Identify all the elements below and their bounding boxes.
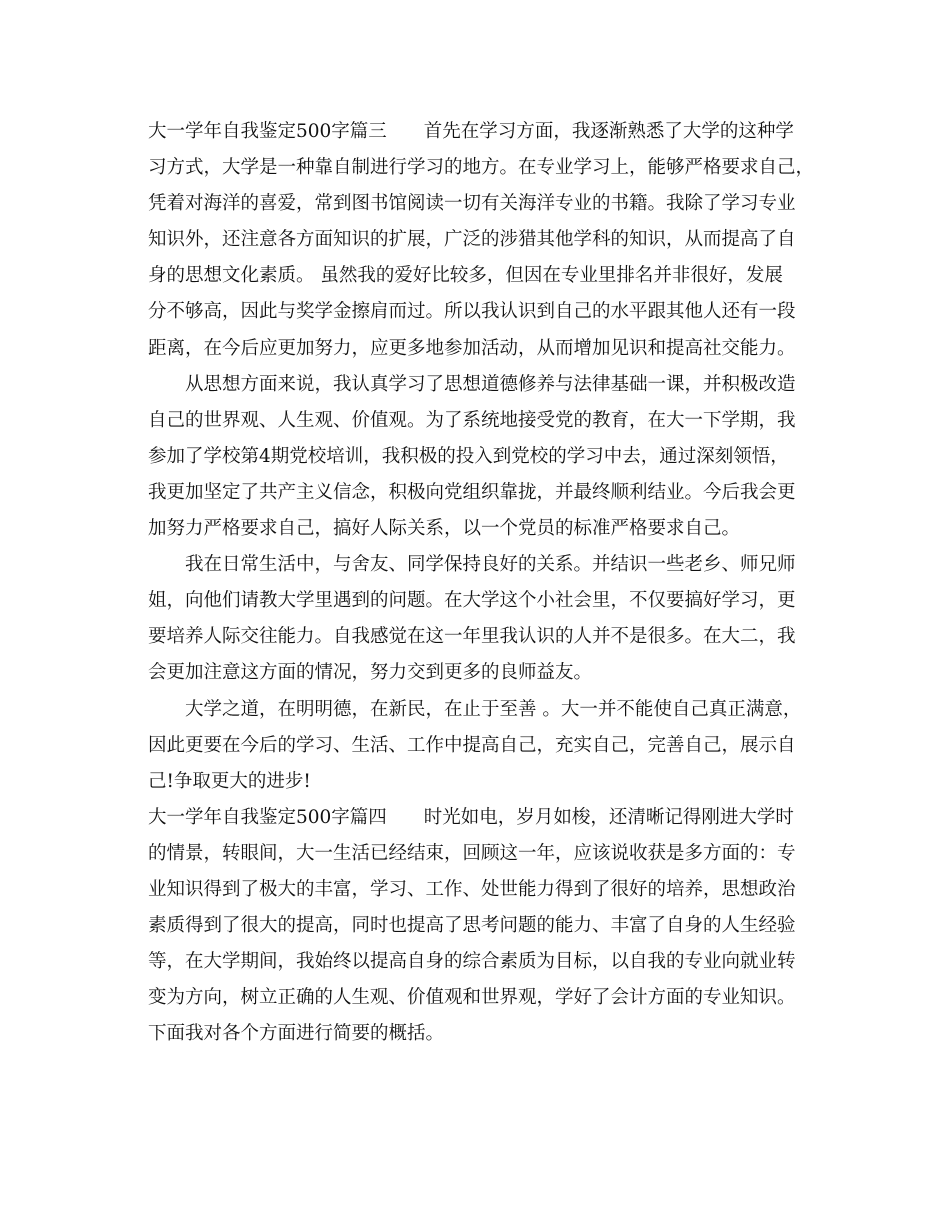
text-line: 要培养人际交往能力。自我感觉在这一年里我认识的人并不是很多。在大二，我 xyxy=(148,626,796,648)
text-line: 距离，在今后应更加努力，应更多地参加活动，从而增加见识和提高社交能力。 xyxy=(148,337,796,359)
text-line: 素质得到了很大的提高，同时也提高了思考问题的能力、丰富了自身的人生经验 xyxy=(148,915,796,937)
text-line: 会更加注意这方面的情况，努力交到更多的良师益友。 xyxy=(148,662,593,684)
text-line: 参加了学校第4期党校培训，我积极的投入到党校的学习中去，通过深刻领悟， xyxy=(148,445,789,467)
text-line: 习方式，大学是一种靠自制进行学习的地方。在专业学习上，能够严格要求自己， xyxy=(148,157,815,179)
text-line: 大一学年自我鉴定500字篇三 首先在学习方面，我逐渐熟悉了大学的这种学 xyxy=(148,121,794,142)
text-line: 的情景，转眼间，大一生活已经结束，回顾这一年，应该说收获是多方面的：专 xyxy=(148,842,796,864)
text-line: 下面我对各个方面进行简要的概括。 xyxy=(148,1023,445,1045)
text-line: 自己的世界观、人生观、价值观。为了系统地接受党的教育，在大一下学期，我 xyxy=(148,409,796,431)
text-line: 分不够高，因此与奖学金擦肩而过。所以我认识到自己的水平跟其他人还有一段 xyxy=(148,301,796,323)
text-line: 知识外，还注意各方面知识的扩展，广泛的涉猎其他学科的知识，从而提高了自 xyxy=(148,229,796,251)
text-line: 业知识得到了极大的丰富，学习、工作、处世能力得到了很好的培养，思想政治 xyxy=(148,878,796,900)
text-line: 身的思想文化素质。 虽然我的爱好比较多，但因在专业里排名并非很好，发展 xyxy=(148,265,783,287)
text-line: 等，在大学期间，我始终以提高自身的综合素质为目标，以自我的专业向就业转 xyxy=(148,951,796,973)
text-line: 因此更要在今后的学习、生活、工作中提高自己，充实自己，完善自己，展示自 xyxy=(148,734,796,756)
text-line: 大一学年自我鉴定500字篇四 时光如电，岁月如梭，还清晰记得刚进大学时 xyxy=(148,806,794,828)
text-line: 大学之道，在明明德，在新民，在止于至善 。大一并不能使自己真正满意， xyxy=(148,698,802,720)
document-body xyxy=(148,114,818,1052)
text-line: 我更加坚定了共产主义信念，积极向党组织靠拢，并最终顺利结业。今后我会更 xyxy=(148,481,796,503)
text-line: 变为方向，树立正确的人生观、价值观和世界观，学好了会计方面的专业知识。 xyxy=(148,987,796,1009)
text-line: 加努力严格要求自己，搞好人际关系，以一个党员的标准严格要求自己。 xyxy=(148,518,741,540)
text-line: 姐，向他们请教大学里遇到的问题。在大学这个小社会里，不仅要搞好学习，更 xyxy=(148,590,796,612)
text-line: 我在日常生活中，与舍友、同学保持良好的关系。并结识一些老乡、师兄师 xyxy=(148,554,796,576)
text-line: 己!争取更大的进步! xyxy=(148,770,311,792)
text-line: 从思想方面来说，我认真学习了思想道德修养与法律基础一课，并积极改造 xyxy=(148,373,796,395)
text-line: 凭着对海洋的喜爱，常到图书馆阅读一切有关海洋专业的书籍。我除了学习专业 xyxy=(148,193,796,215)
